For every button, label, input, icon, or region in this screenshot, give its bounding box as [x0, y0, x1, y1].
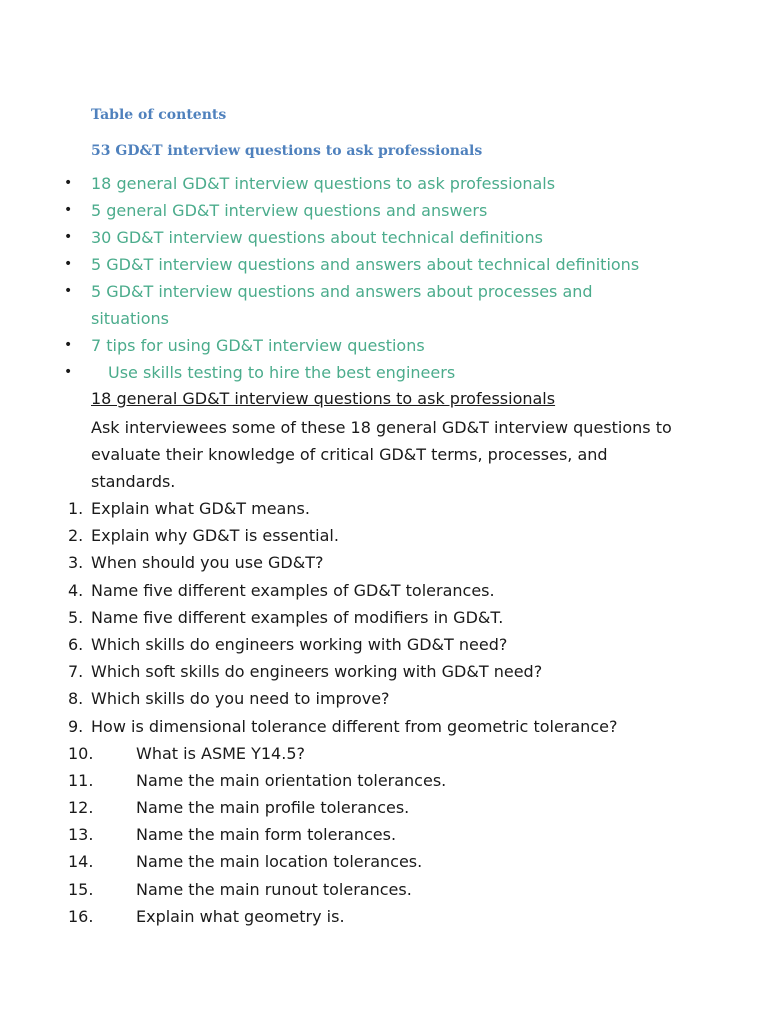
list-item [0, 903, 768, 930]
item-text: Name the main location tolerances. [136, 852, 423, 872]
list-item [0, 821, 768, 848]
item-text: What is ASME Y14.5? [136, 743, 305, 763]
toc-item [0, 332, 671, 359]
item-number: 1. [68, 499, 84, 518]
toc-item [0, 170, 671, 197]
item-number: 3. [68, 553, 84, 573]
list-item [0, 495, 768, 522]
item-text: Which soft skills do engineers working with GD&T need? [91, 662, 543, 682]
list-item [0, 713, 768, 740]
bullet-icon: • [64, 364, 73, 380]
item-number: 10. [68, 743, 94, 763]
item-text: When should you use GD&T? [91, 553, 324, 573]
list-item [0, 685, 768, 712]
list-item [0, 522, 768, 549]
list-item [0, 740, 768, 767]
item-number: 11. [68, 770, 94, 790]
toc-link[interactable]: 5 GD&T interview questions and answers about processes and situations [91, 282, 593, 328]
item-text: Name the main form tolerances. [136, 825, 397, 845]
item-number: 14. [68, 852, 94, 872]
item-text: Which skills do engineers working with GD&T need? [91, 634, 508, 654]
list-item [0, 631, 768, 658]
list-item [0, 848, 768, 875]
toc-link[interactable]: 18 general GD&T interview questions to ask professionals [91, 174, 556, 193]
item-text: Name five different examples of GD&T tolerances. [91, 580, 495, 600]
item-number: 15. [68, 879, 94, 899]
item-number: 4. [68, 580, 84, 600]
toc-list [0, 170, 768, 386]
item-text: Explain what geometry is. [136, 906, 345, 926]
list-item [0, 658, 768, 685]
toc-item [0, 359, 671, 386]
item-number: 2. [68, 526, 84, 546]
toc-link[interactable]: Use skills testing to hire the best engineers [108, 363, 456, 382]
item-number: 8. [68, 689, 84, 709]
toc-item [0, 278, 671, 332]
list-item [0, 577, 768, 604]
section-heading: 18 general GD&T interview questions to ask professionals [91, 389, 556, 408]
toc-item [0, 197, 671, 224]
item-text: Name the main runout tolerances. [136, 879, 412, 899]
bullet-icon: • [64, 337, 73, 353]
bullet-icon: • [64, 175, 73, 191]
toc-subtitle: 53 GD&T interview questions to ask professionals [91, 143, 483, 159]
item-text: Name five different examples of modifiers in GD&T. [91, 607, 504, 627]
item-text: Name the main orientation tolerances. [136, 770, 447, 790]
list-item [0, 604, 768, 631]
item-text: Which skills do you need to improve? [91, 689, 390, 709]
toc-item [0, 224, 671, 251]
item-text: Explain why GD&T is essential. [91, 526, 339, 546]
list-item [0, 876, 768, 903]
item-number: 7. [68, 662, 84, 682]
bullet-icon: • [64, 229, 73, 245]
toc-item [0, 251, 671, 278]
section-intro: Ask interviewees some of these 18 general GD&T interview questions to evaluate their knowledge of critical GD&T terms, processes, and standards. [91, 418, 672, 491]
item-text: How is dimensional tolerance different from geometric tolerance? [91, 716, 618, 736]
item-number: 16. [68, 906, 94, 926]
toc-title: Table of contents [91, 107, 227, 123]
toc-link[interactable]: 30 GD&T interview questions about technical definitions [91, 228, 543, 247]
toc-link[interactable]: 7 tips for using GD&T interview questions [91, 336, 425, 355]
list-item [0, 794, 768, 821]
toc-link[interactable]: 5 GD&T interview questions and answers about technical definitions [91, 255, 640, 274]
item-number: 5. [68, 607, 84, 627]
item-text: Name the main profile tolerances. [136, 798, 410, 818]
bullet-icon: • [64, 202, 73, 218]
list-item [0, 549, 768, 576]
item-number: 13. [68, 825, 94, 845]
toc-link[interactable]: 5 general GD&T interview questions and answers [91, 201, 488, 220]
bullet-icon: • [64, 256, 73, 272]
list-item [0, 767, 768, 794]
question-list [0, 495, 768, 930]
bullet-icon: • [64, 283, 73, 299]
item-number: 6. [68, 634, 84, 654]
item-number: 12. [68, 798, 94, 818]
item-number: 9. [68, 716, 84, 736]
item-text: Explain what GD&T means. [91, 499, 310, 518]
